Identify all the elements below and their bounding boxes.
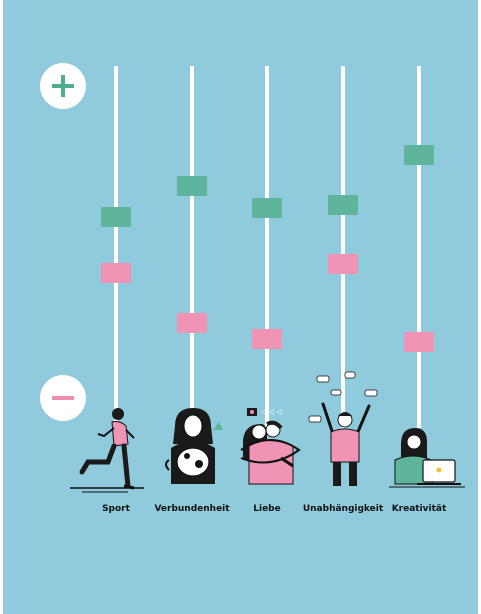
scale-rail-kreativitaet <box>417 66 421 428</box>
label-verbundenheit: Verbundenheit <box>154 504 230 514</box>
couple-hug-illustration <box>237 400 303 492</box>
svg-text:◁ ◁ ◁: ◁ ◁ ◁ <box>261 408 282 416</box>
scale-rail-sport <box>114 66 118 428</box>
pink-marker-kreativitaet <box>404 332 434 352</box>
scale-rail-liebe <box>265 66 269 428</box>
infographic-canvas <box>3 0 478 614</box>
green-marker-liebe <box>252 198 282 218</box>
label-sport: Sport <box>102 504 130 514</box>
label-liebe: Liebe <box>253 504 281 514</box>
laptop-illustration <box>387 424 467 492</box>
plus-icon <box>51 74 75 98</box>
green-marker-kreativitaet <box>404 145 434 165</box>
cat-hug-illustration <box>161 404 225 492</box>
scale-rail-verbundenheit <box>190 66 194 428</box>
green-marker-verbundenheit <box>177 176 207 196</box>
green-marker-unabhaengigkeit <box>328 195 358 215</box>
plus-circle <box>40 63 86 109</box>
pink-marker-liebe <box>252 329 282 349</box>
cheering-money-illustration <box>305 370 385 490</box>
green-marker-sport <box>101 207 131 227</box>
runner-illustration <box>68 402 148 497</box>
label-unabhaengigkeit: Unabhängigkeit <box>302 504 384 514</box>
label-kreativitaet: Kreativität <box>391 504 447 514</box>
pink-marker-unabhaengigkeit <box>328 254 358 274</box>
pink-marker-sport <box>101 263 131 283</box>
pink-marker-verbundenheit <box>177 313 207 333</box>
